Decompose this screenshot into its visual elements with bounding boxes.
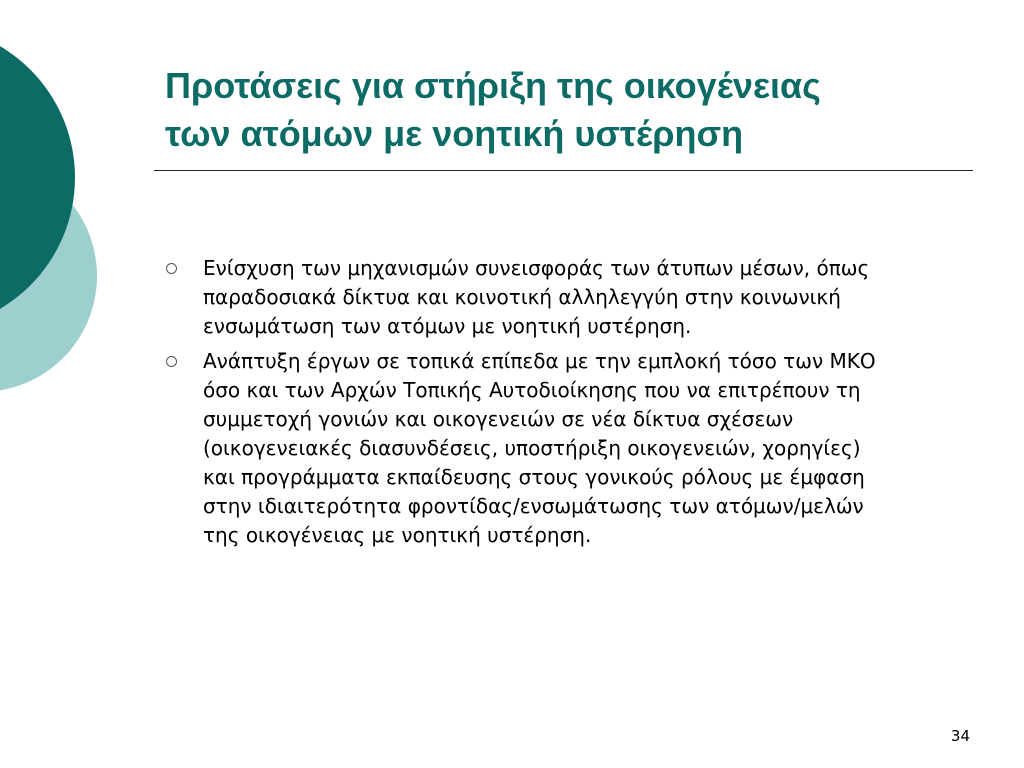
bullet-text-line: της οικογένειας με νοητική υστέρηση. (203, 523, 592, 547)
page-number: 34 (950, 727, 970, 745)
bullet-text-line: Ανάπτυξη έργων σε τοπικά επίπεδα με την εμπλοκή τόσο των ΜΚΟ (203, 349, 876, 373)
bullet-text-line: ενσωμάτωση των ατόμων με νοητική υστέρηση. (203, 314, 692, 338)
title-divider (154, 170, 973, 171)
hollow-circle-bullet-icon (166, 356, 177, 367)
bullet-item (165, 254, 965, 341)
bullet-text-line: όσο και των Αρχών Τοπικής Αυτοδιοίκησης που να επιτρέπουν τη (203, 378, 861, 402)
bullet-text-line: Ενίσχυση των μηχανισμών συνεισφοράς των άτυπων μέσων, όπως (203, 256, 870, 280)
bullet-text-line: και προγράμματα εκπαίδευσης στους γονικούς ρόλους με έμφαση (203, 465, 865, 489)
slide-title-line: των ατόμων με νοητική υστέρηση (165, 113, 744, 154)
bullet-item (165, 347, 965, 550)
bullet-text-line: (οικογενειακές διασυνδέσεις, υποστήριξη οικογενειών, χορηγίες) (203, 436, 861, 460)
bullet-list (165, 254, 965, 556)
slide-title (165, 62, 985, 158)
bullet-text-line: παραδοσιακά δίκτυα και κοινοτική αλληλεγγύη στην κοινωνική (203, 285, 841, 309)
bullet-text-line: στην ιδιαιτερότητα φροντίδας/ενσωμάτωσης των ατόμων/μελών (203, 494, 864, 518)
slide-title-line: Προτάσεις για στήριξη της οικογένειας (165, 65, 821, 106)
hollow-circle-bullet-icon (166, 263, 177, 274)
bullet-text-line: συμμετοχή γονιών και οικογενειών σε νέα δίκτυα σχέσεων (203, 407, 794, 431)
